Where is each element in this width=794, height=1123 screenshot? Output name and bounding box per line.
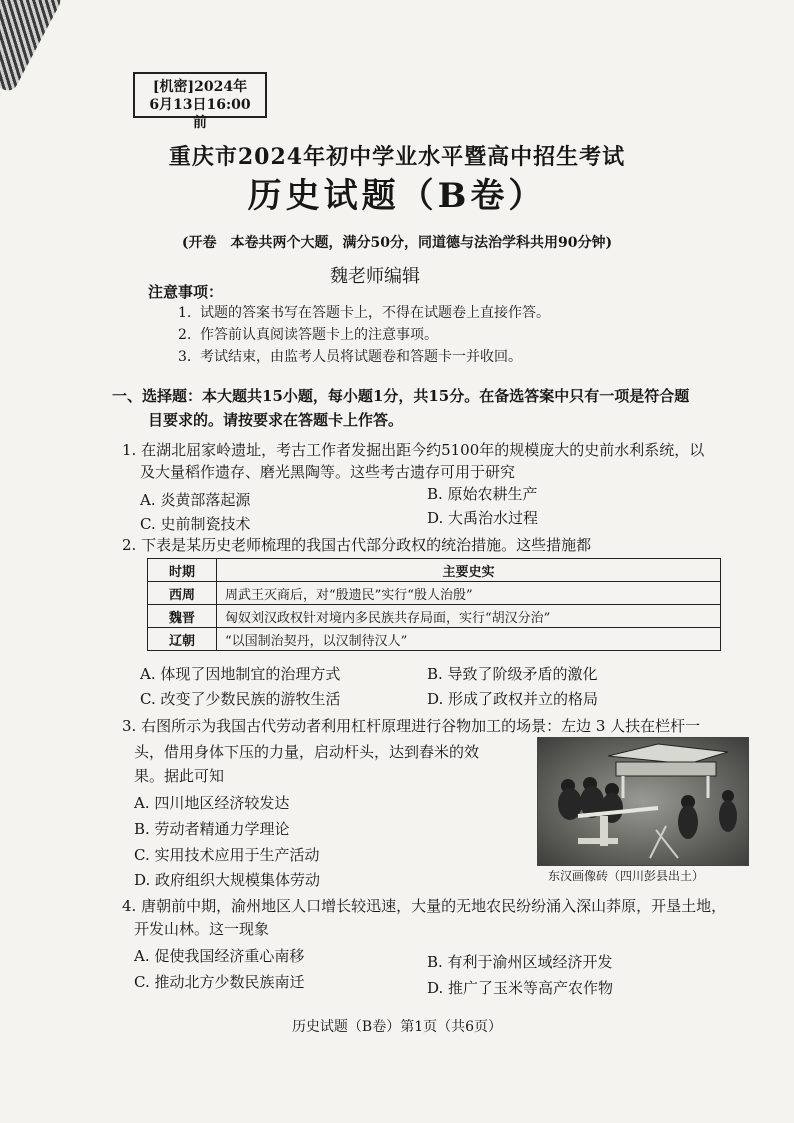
secret-line-2: 6月13日16:00前 [149,97,251,131]
q1-option-c[interactable]: C. 史前制瓷技术 [140,515,251,533]
notice-text: 试题的答案书写在答题卡上，不得在试题卷上直接作答。 [200,305,550,321]
history-facts-table [147,558,721,651]
section-desc-2: 目要求的。请按要求在答题卡上作答。 [148,411,404,429]
question-text: 下表是某历史老师梳理的我国古代部分政权的统治措施。这些措施都 [141,536,592,554]
q4-option-c[interactable]: C. 推动北方少数民族南迁 [134,973,305,991]
corner-clip [0,0,64,94]
question-4 [122,896,726,916]
q2-option-d[interactable]: D. 形成了政权并立的格局 [427,690,599,708]
table-row [148,628,721,651]
question-text: 右图所示为我国古代劳动者利用杠杆原理进行谷物加工的场景：左边 3 人扶在栏杆一 [141,717,701,735]
table-cell-fact: 匈奴刘汉政权针对境内多民族共存局面，实行“胡汉分治” [217,605,721,628]
q4-option-a[interactable]: A. 促使我国经济重心南移 [134,947,305,965]
q2-option-b[interactable]: B. 导致了阶级矛盾的激化 [427,665,598,683]
notice-num: 1. [178,305,192,321]
editor-label: 魏老师编辑 [330,266,420,287]
page-footer: 历史试题（B卷）第1页（共6页） [291,1019,503,1035]
question-number: 4. [122,897,137,915]
question-number: 2. [122,536,137,554]
notice-item [178,302,550,324]
question-1 [122,440,704,460]
table-cell-fact: “以国制治契丹，以汉制待汉人” [217,628,721,651]
notice-text: 作答前认真阅读答题卡上的注意事项。 [200,327,438,343]
question-3-line3: 果。据此可知 [134,767,225,785]
table-cell-era: 辽朝 [148,628,217,651]
question-3-line2: 头，借用身体下压的力量，启动杆头，达到舂米的效 [134,743,480,761]
question-1-line2: 及大量稻作遗存、磨光黑陶等。这些考古遗存可用于研究 [140,463,516,481]
exam-title: 重庆市2024年初中学业水平暨高中招生考试 [168,144,626,170]
question-text: 在湖北屈家岭遗址，考古工作者发掘出距今约5100年的规模庞大的史前水利系统，以 [141,441,705,459]
q2-option-c[interactable]: C. 改变了少数民族的游牧生活 [140,690,341,708]
section-desc-1: 本大题共15小题，每小题1分，共15分。在备选答案中只有一项是符合题 [202,387,690,405]
table-cell-era: 魏晋 [148,605,217,628]
han-brick-relief-image [537,737,749,866]
q3-option-c[interactable]: C. 实用技术应用于生产活动 [134,846,320,864]
notice-item [178,346,550,368]
table-header-era: 时期 [148,559,217,582]
q1-option-d[interactable]: D. 大禹治水过程 [427,509,539,527]
q3-option-a[interactable]: A. 四川地区经济较发达 [134,794,290,812]
table-header-fact: 主要史实 [217,559,721,582]
question-2 [122,535,591,555]
relief-illustration [538,738,748,865]
question-text: 唐朝前中期，渝州地区人口增长较迅速，大量的无地农民纷纷涌入深山莽原，开垦土地， [141,897,727,915]
section-heading [112,386,689,406]
q3-option-d[interactable]: D. 政府组织大规模集体劳动 [134,871,321,889]
secret-label [133,72,267,131]
q2-option-a[interactable]: A. 体现了因地制宜的治理方式 [140,665,341,683]
paper-note: (开卷 本卷共两个大题，满分50分，同道德与法治学科共用90分钟) [181,235,613,251]
question-number: 3. [122,717,137,735]
notice-num: 3. [178,349,192,365]
notice-item [178,324,550,346]
paper-title: 历史试题（B卷） [247,176,547,216]
q3-option-b[interactable]: B. 劳动者精通力学理论 [134,820,290,838]
q4-option-b[interactable]: B. 有利于渝州区域经济开发 [427,953,613,971]
question-4-line2: 开发山林。这一现象 [134,920,270,938]
notice-list [178,302,550,368]
table-header-row [148,559,721,582]
table-row [148,605,721,628]
secret-line-1: [机密]2024年 [152,79,248,95]
notice-heading: 注意事项： [148,283,224,301]
notice-num: 2. [178,327,192,343]
section-heading-label: 一、选择题： [112,387,203,405]
q1-option-a[interactable]: A. 炎黄部落起源 [140,491,251,509]
table-cell-era: 西周 [148,582,217,605]
question-3 [122,716,700,736]
table-cell-fact: 周武王灭商后，对“殷遗民”实行“殷人治殷” [217,582,721,605]
question-number: 1. [122,441,137,459]
q1-option-b[interactable]: B. 原始农耕生产 [427,485,538,503]
table-row [148,582,721,605]
image-caption: 东汉画像砖（四川彭县出土） [548,869,705,883]
notice-text: 考试结束，由监考人员将试题卷和答题卡一并收回。 [200,349,522,365]
q4-option-d[interactable]: D. 推广了玉米等高产农作物 [427,979,614,997]
